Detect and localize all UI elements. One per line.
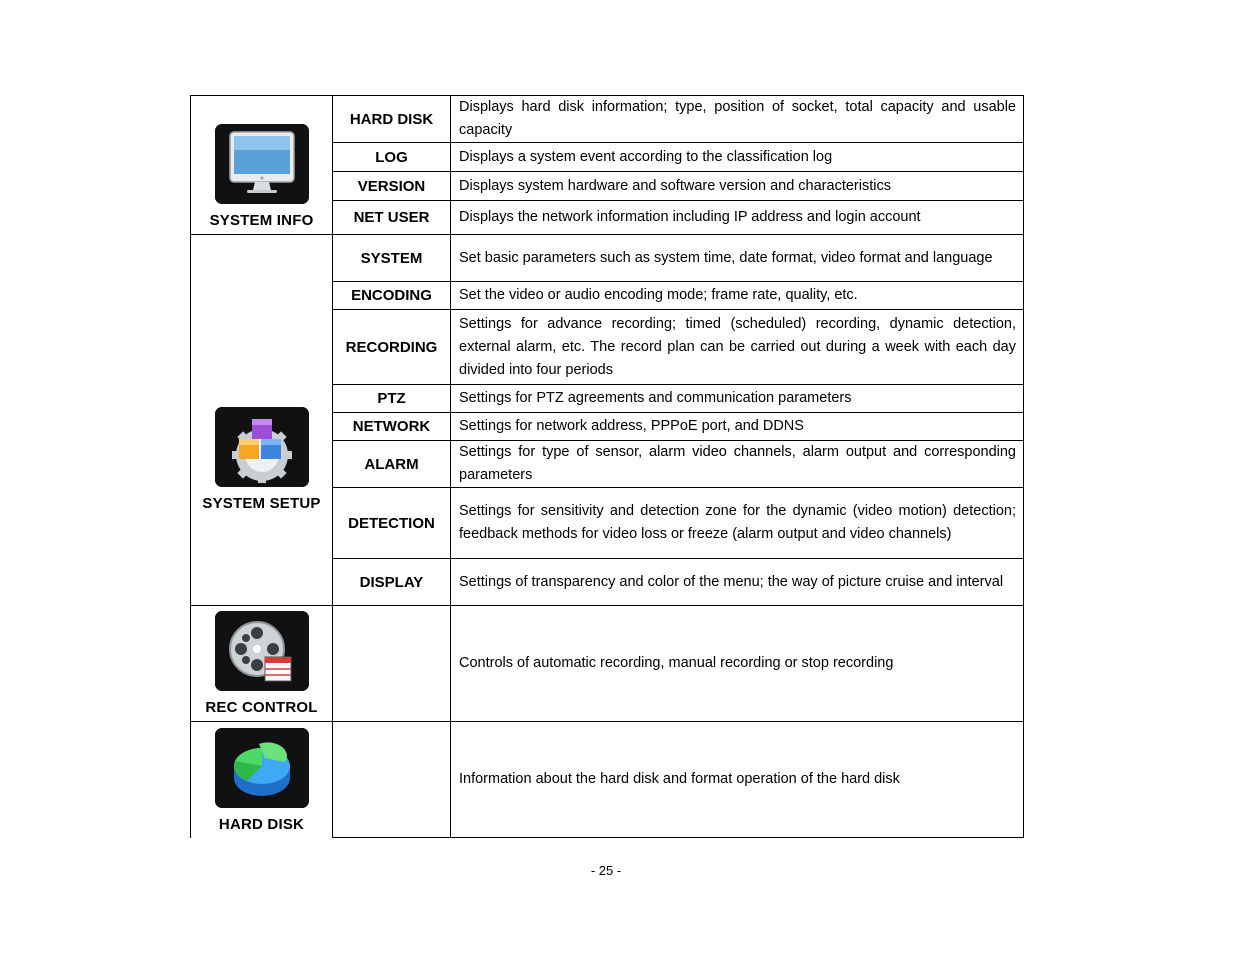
group-label: REC CONTROL — [205, 699, 318, 716]
group-label: SYSTEM SETUP — [202, 495, 321, 512]
item-name: PTZ — [333, 385, 451, 413]
item-name: ENCODING — [333, 282, 451, 310]
item-name: VERSION — [333, 172, 451, 201]
item-description: Settings for PTZ agreements and communication parameters — [451, 385, 1024, 413]
item-description: Set basic parameters such as system time, date format, video format and language — [451, 235, 1024, 282]
item-name: RECORDING — [333, 310, 451, 385]
table-row — [191, 722, 1024, 838]
group-cell-rec-control — [191, 606, 333, 722]
group-cell-system-setup — [191, 235, 333, 606]
item-description: Displays a system event according to the classification log — [451, 143, 1024, 172]
item-description: Set the video or audio encoding mode; frame rate, quality, etc. — [451, 282, 1024, 310]
item-name: ALARM — [333, 441, 451, 488]
item-description: Displays system hardware and software version and characteristics — [451, 172, 1024, 201]
item-name: SYSTEM — [333, 235, 451, 282]
group-cell-system-info — [191, 96, 333, 235]
item-description: Settings for type of sensor, alarm video channels, alarm output and corresponding parameters — [451, 441, 1024, 488]
item-description: Information about the hard disk and format operation of the hard disk — [451, 722, 1024, 838]
item-description: Displays the network information including IP address and login account — [451, 201, 1024, 235]
table-row — [191, 96, 1024, 143]
item-name — [333, 606, 451, 722]
item-name: DISPLAY — [333, 559, 451, 606]
item-name: LOG — [333, 143, 451, 172]
item-name: DETECTION — [333, 488, 451, 559]
item-description: Settings for advance recording; timed (scheduled) recording, dynamic detection, external alarm, etc. The record plan can be carried out during a week with each day divided into four periods — [451, 310, 1024, 385]
menu-function-table — [190, 95, 1024, 838]
item-description: Settings for network address, PPPoE port, and DDNS — [451, 413, 1024, 441]
item-name: HARD DISK — [333, 96, 451, 143]
item-description: Settings of transparency and color of the menu; the way of picture cruise and interval — [451, 559, 1024, 606]
group-label: HARD DISK — [218, 815, 305, 833]
item-description: Displays hard disk information; type, position of socket, total capacity and usable capacity — [451, 96, 1024, 143]
item-name: NET USER — [333, 201, 451, 235]
item-description: Controls of automatic recording, manual recording or stop recording — [451, 606, 1024, 722]
hard-disk-pie-icon — [215, 728, 309, 808]
gear-cubes-icon — [215, 407, 309, 487]
table-row — [191, 235, 1024, 282]
item-description: Settings for sensitivity and detection zone for the dynamic (video motion) detection; feedback methods for video loss or freeze (alarm output and video channels) — [451, 488, 1024, 559]
group-cell-hard-disk — [191, 722, 333, 838]
monitor-icon — [215, 124, 309, 204]
group-label: SYSTEM INFO — [209, 212, 314, 229]
page-number: - 25 - — [590, 863, 622, 878]
item-name — [333, 722, 451, 838]
table-row — [191, 606, 1024, 722]
item-name: NETWORK — [333, 413, 451, 441]
film-reel-icon — [215, 611, 309, 691]
